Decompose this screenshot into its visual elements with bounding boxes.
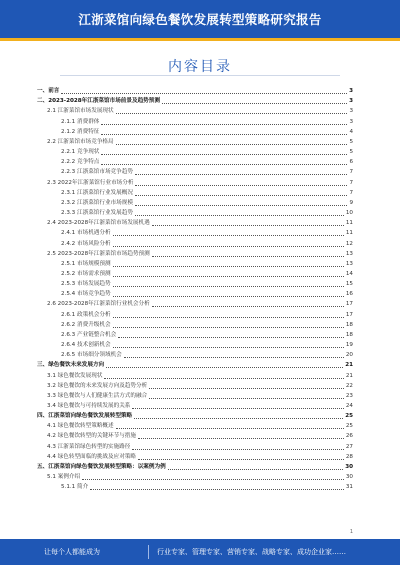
toc-entry-title: 5.1.1 简介 [61,484,89,491]
toc-entry[interactable] [37,482,353,492]
toc-entry-page: 3 [349,88,353,95]
toc-heading: 内容目录 [168,59,232,75]
toc-entry-title: 4.2 绿色餐饮转型的关键环节与措施 [47,433,136,440]
toc-entry[interactable] [37,188,353,198]
toc-leader-dots [135,204,347,206]
header-bar [0,0,400,38]
toc-leader-dots [113,275,344,277]
toc-entry-page: 10 [345,210,353,217]
toc-entry-title: 4.3 江浙菜馆绿色转型的实施路径 [47,443,131,450]
toc-entry[interactable] [37,381,353,391]
toc-entry-title: 2.5.1 市场规模预测 [61,260,111,267]
toc-entry[interactable] [37,421,353,431]
toc-entry-title: 2.1 江浙菜馆市场发展现状 [47,108,114,115]
toc-entry-page: 30 [345,463,353,470]
toc-entry-page: 5 [349,149,353,156]
toc-leader-dots [135,214,344,216]
toc-entry-page: 28 [345,453,353,460]
toc-entry-title: 2.2 江浙菜馆市场竞争格局 [47,138,114,145]
footer-bar [0,539,400,565]
toc-leader-dots [138,437,344,439]
toc-entry-title: 三、绿色餐饮未来发展方向 [37,362,105,369]
footer-slogan-left: 让每个人都能成为 [44,548,100,556]
toc-leader-dots [90,488,344,490]
toc-leader-dots [113,265,344,267]
toc-entry[interactable] [37,116,353,126]
toc-entry-page: 13 [345,260,353,267]
toc-entry[interactable] [37,106,353,116]
toc-entry[interactable] [37,330,353,340]
toc-entry[interactable] [37,401,353,411]
toc-leader-dots [82,478,344,480]
toc-entry-page: 7 [349,169,353,176]
toc-entry-page: 30 [345,474,353,481]
toc-entry-page: 18 [345,331,353,338]
toc-entry-page: 19 [345,342,353,349]
toc-entry-page: 4 [349,128,353,135]
report-title: 江浙菜馆向绿色餐饮发展转型策略研究报告 [78,12,322,27]
toc-entry-page: 24 [345,403,353,409]
toc-entry-title: 2.5.3 市场发展趋势 [61,281,111,288]
toc-leader-dots [135,173,347,175]
toc-entry[interactable] [37,198,353,208]
toc-entry-title: 2.5 2023-2028年江浙菜馆市场趋势预测 [47,250,150,257]
toc-entry-page: 11 [345,230,353,237]
toc-leader-dots [113,295,344,297]
toc-leader-dots [106,366,343,368]
toc-entry[interactable] [37,86,353,96]
toc-leader-dots [168,468,344,470]
toc-leader-dots [101,163,347,165]
toc-entry[interactable] [37,259,353,269]
toc-leader-dots [162,102,347,104]
toc-entry-page: 31 [345,484,353,491]
toc-entry[interactable] [37,411,353,421]
toc-entry[interactable] [37,127,353,137]
toc-entry[interactable] [37,249,353,259]
toc-entry-title: 二、2023-2028年江浙菜馆市场前景及趋势预测 [37,98,160,105]
toc-entry-title: 2.2.1 竞争现状 [61,149,100,156]
footer-divider [148,545,149,559]
toc-entry[interactable] [37,441,353,451]
toc-entry-title: 5.1 案例介绍 [47,474,81,481]
toc-entry-title: 2.3.2 江浙菜馆行业市场规模 [61,199,133,206]
toc-entry[interactable] [37,320,353,330]
toc-entry-title: 2.6.3 产业链整合机会 [61,331,117,338]
toc-entry-title: 2.6.4 技术创新机会 [61,342,111,349]
toc-entry[interactable] [37,157,353,167]
toc-entry[interactable] [37,269,353,279]
toc-leader-dots [101,153,347,155]
toc-entry-page: 26 [345,433,353,440]
toc-entry-page: 17 [345,311,353,318]
toc-entry-title: 4.1 绿色餐饮转型策略概述 [47,423,114,430]
toc-leader-dots [116,427,344,429]
toc-entry-page: 16 [345,291,353,298]
toc-leader-dots [61,92,347,94]
toc-leader-dots [152,224,344,226]
toc-leader-dots [116,112,348,114]
toc-leader-dots [113,245,344,247]
toc-entry[interactable] [37,350,353,360]
toc-entry-title: 2.3.1 江浙菜馆行业发展概况 [61,189,133,196]
toc-entry[interactable] [37,96,353,106]
toc-entry[interactable] [37,340,353,350]
toc-leader-dots [134,417,343,419]
toc-entry-title: 2.3 2022年江浙菜馆行业市场分析 [47,179,134,186]
toc-entry-title: 2.5.4 市场竞争趋势 [61,291,111,298]
toc-entry-page: 7 [349,179,353,186]
toc-entry-page: 11 [345,220,353,227]
toc-entry-page: 17 [345,301,353,308]
toc-leader-dots [104,377,343,379]
toc-entry-title: 3.2 绿色餐饮的未来发展方向及趋势分析 [47,382,148,389]
toc-entry-page: 13 [345,250,353,257]
toc-entry-page: 3 [349,108,353,115]
toc-entry[interactable] [37,137,353,147]
toc-entry-page: 7 [349,189,353,196]
toc-entry-title: 2.6 2023-2028年江浙菜馆行业机会分析 [47,301,150,308]
toc-leader-dots [113,316,344,318]
toc-leader-dots [118,336,344,338]
toc-entry[interactable] [37,238,353,248]
toc-entry-title: 2.1.2 消费特征 [61,128,100,135]
footer-slogan-right: 行业专家、管理专家、营销专家、战略专家、成功企业家…… [157,548,346,556]
toc-leader-dots [132,407,343,409]
table-of-contents [37,86,353,492]
toc-entry[interactable] [37,177,353,187]
toc-leader-dots [149,397,344,399]
toc-entry[interactable] [37,228,353,238]
toc-entry[interactable] [37,391,353,401]
toc-leader-dots [135,194,347,196]
toc-entry-title: 3.4 绿色餐饮与可持续发展的关系 [47,403,131,409]
toc-entry[interactable] [37,360,353,370]
toc-entry-page: 14 [345,270,353,277]
toc-leader-dots [152,305,344,307]
toc-entry-title: 2.4.2 市场风险分析 [61,240,111,247]
toc-entry[interactable] [37,218,353,228]
toc-entry-page: 6 [349,159,353,166]
toc-entry-title: 2.4.1 市场机遇分析 [61,230,111,237]
toc-entry-title: 四、江浙菜馆向绿色餐饮发展转型策略 [37,413,133,420]
toc-divider [60,75,340,76]
toc-entry-page: 12 [345,240,353,247]
toc-entry[interactable] [37,208,353,218]
toc-leader-dots [152,255,344,257]
toc-entry-page: 23 [345,392,353,399]
toc-entry[interactable] [37,431,353,441]
toc-leader-dots [135,184,347,186]
toc-leader-dots [113,234,344,236]
toc-leader-dots [113,326,344,328]
toc-entry-page: 27 [345,443,353,450]
toc-entry[interactable] [37,279,353,289]
toc-entry-page: 21 [345,362,353,369]
toc-leader-dots [138,458,344,460]
toc-leader-dots [113,285,344,287]
toc-entry-title: 2.2.2 竞争特点 [61,159,100,166]
toc-entry-title: 2.3.3 江浙菜馆行业发展趋势 [61,210,133,217]
toc-entry-page: 25 [345,413,353,420]
toc-entry[interactable] [37,452,353,462]
toc-entry[interactable] [37,289,353,299]
toc-entry-page: 18 [345,321,353,328]
toc-entry-title: 一、前言 [37,88,60,95]
toc-entry[interactable] [37,462,353,472]
toc-entry-title: 2.2.3 江浙菜馆市场竞争趋势 [61,169,133,176]
toc-leader-dots [101,133,347,135]
toc-entry-title: 4.4 绿色转型面临的挑战及应对策略 [47,453,136,460]
toc-entry-title: 2.6.2 消费升级机会 [61,321,111,328]
toc-entry-page: 3 [349,98,353,105]
toc-entry-page: 21 [345,372,353,379]
toc-entry[interactable] [37,472,353,482]
toc-entry-page: 15 [345,281,353,288]
toc-entry-page: 25 [345,423,353,430]
toc-entry-title: 2.6.1 政策机会分析 [61,311,111,318]
toc-leader-dots [149,387,344,389]
toc-entry-title: 2.1.1 消费群体 [61,118,100,125]
toc-entry-page: 22 [345,382,353,389]
toc-leader-dots [124,356,344,358]
toc-entry-page: 9 [349,199,353,206]
toc-entry-page: 5 [349,138,353,145]
toc-leader-dots [132,448,343,450]
toc-entry-title: 2.6.5 市场细分领域机会 [61,352,122,359]
toc-entry-title: 五、江浙菜馆向绿色餐饮发展转型策略：以案例为例 [37,463,166,470]
toc-leader-dots [113,346,344,348]
toc-entry-title: 2.4 2023-2028年江浙菜馆市场发展机遇 [47,220,150,227]
toc-leader-dots [101,123,347,125]
toc-entry-page: 20 [345,352,353,359]
page-number: 1 [349,529,353,535]
toc-entry[interactable] [37,309,353,319]
toc-entry[interactable] [37,167,353,177]
toc-leader-dots [116,143,348,145]
toc-entry[interactable] [37,299,353,309]
toc-entry-title: 3.3 绿色餐饮与人们健康生活方式的融合 [47,392,148,399]
toc-entry-title: 2.5.2 市场需求预测 [61,270,111,277]
toc-entry[interactable] [37,370,353,380]
toc-entry[interactable] [37,147,353,157]
toc-entry-title: 3.1 绿色餐饮发展现状 [47,372,103,379]
toc-entry-page: 3 [349,118,353,125]
